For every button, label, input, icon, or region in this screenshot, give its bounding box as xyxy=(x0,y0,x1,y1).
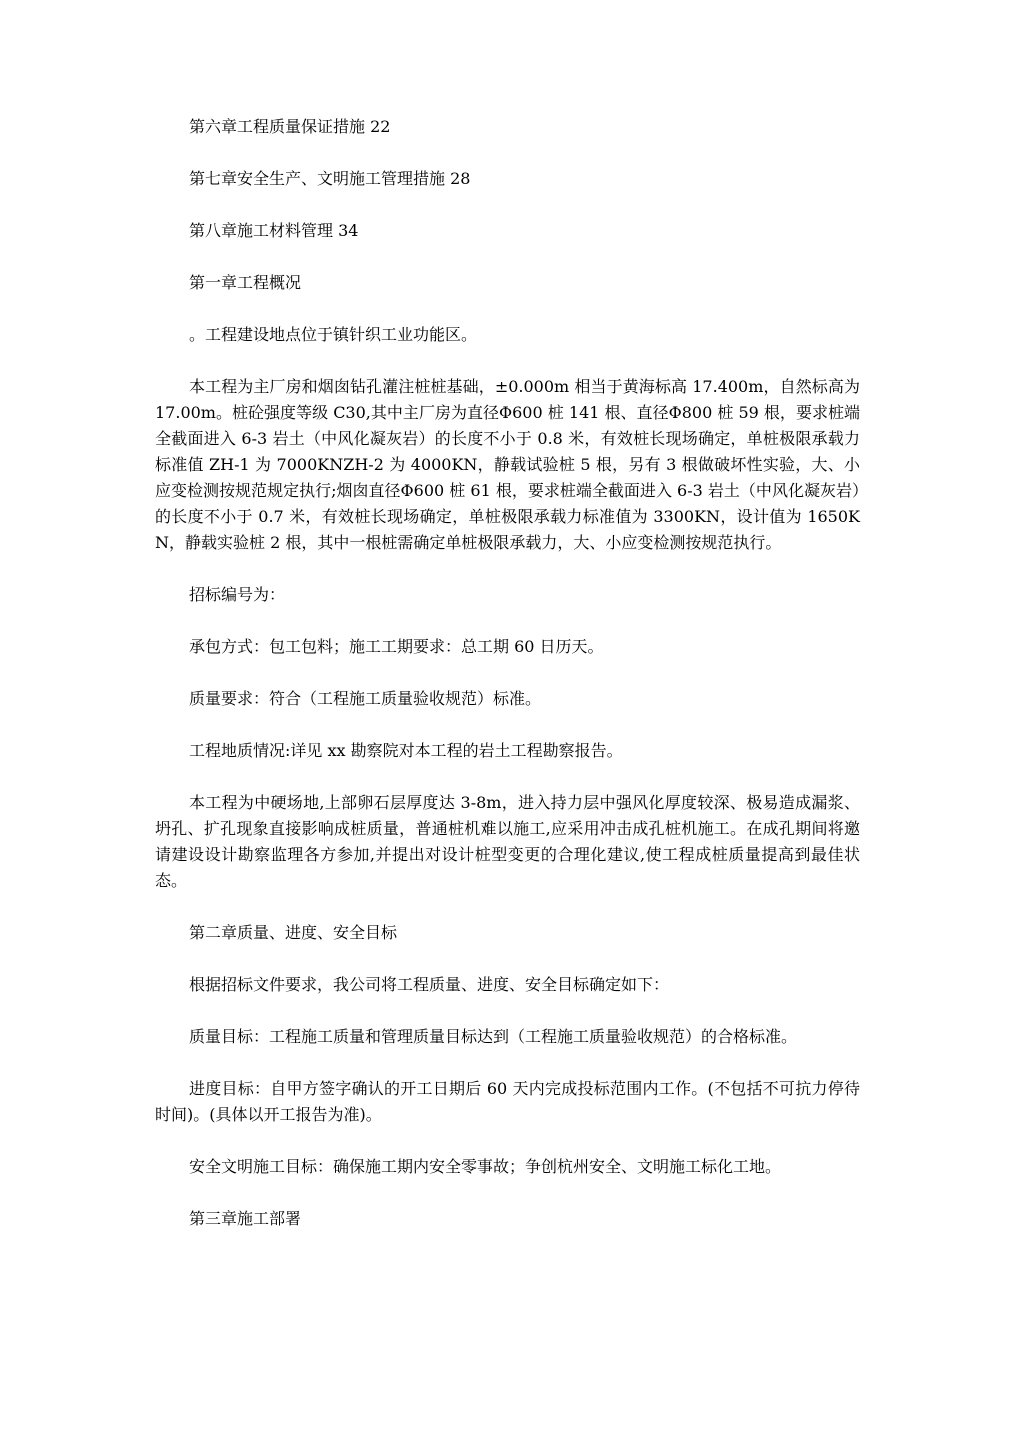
tender-number-paragraph: 招标编号为： xyxy=(189,585,286,604)
toc-chapter-7: 第七章安全生产、文明施工管理措施 28 xyxy=(189,169,471,188)
chapter-2-heading: 第二章质量、进度、安全目标 xyxy=(189,923,398,942)
document-body xyxy=(155,114,860,1232)
toc-chapter-8: 第八章施工材料管理 34 xyxy=(189,221,359,240)
safety-target-paragraph: 安全文明施工目标：确保施工期内安全零事故；争创杭州安全、文明施工标化工地。 xyxy=(189,1157,782,1176)
targets-intro-paragraph: 根据招标文件要求，我公司将工程质量、进度、安全目标确定如下： xyxy=(189,975,670,994)
quality-target-paragraph: 质量目标：工程施工质量和管理质量目标达到（工程施工质量验收规范）的合格标准。 xyxy=(189,1027,798,1046)
schedule-target-paragraph: 进度目标：自甲方签字确认的开工日期后 60 天内完成投标范围内工作。(不包括不可抗力停待时间)。(具体以开工报告为准)。 xyxy=(155,1079,860,1124)
contract-mode-paragraph: 承包方式：包工包料；施工工期要求：总工期 60 日历天。 xyxy=(189,637,604,656)
chapter-3-heading: 第三章施工部署 xyxy=(189,1209,302,1228)
toc-chapter-6: 第六章工程质量保证措施 22 xyxy=(189,117,391,136)
project-location-paragraph: 。工程建设地点位于镇针织工业功能区。 xyxy=(189,325,478,344)
quality-requirement-paragraph: 质量要求：符合（工程施工质量验收规范）标准。 xyxy=(189,689,542,708)
site-condition-paragraph: 本工程为中硬场地,上部卵石层厚度达 3-8m，进入持力层中强风化厚度较深、极易造成漏浆、坍孔、扩孔现象直接影响成桩质量，普通桩机难以施工,应采用冲击成孔桩机施工。在成孔期间将邀请建设设计勘察监理各方参加,并提出对设计桩型变更的合理化建议,使工程成桩质量提高到最佳状态。 xyxy=(155,793,860,890)
chapter-1-heading: 第一章工程概况 xyxy=(189,273,302,292)
geology-paragraph: 工程地质情况:详见 xx 勘察院对本工程的岩土工程勘察报告。 xyxy=(189,741,623,760)
project-description-paragraph: 本工程为主厂房和烟囱钻孔灌注桩桩基础，±0.000m 相当于黄海标高 17.400m，自然标高为 17.00m。桩砼强度等级 C30,其中主厂房为直径Φ600 桩 141 根、直径Φ800 桩 59 根，要求桩端全截面进入 6-3 岩土（中风化凝灰岩）的长度不小于 0.8 米，有效桩长现场确定，单桩极限承载力标准值 ZH-1 为 7000KNZH-2 为 4000KN，静载试验桩 5 根，另有 3 根做破坏性实验，大、小应变检测按规范规定执行;烟囱直径Φ600 桩 61 根，要求桩端全截面进入 6-3 岩土（中风化凝灰岩）的长度不小于 0.7 米，有效桩长现场确定，单桩极限承载力标准值为 3300KN，设计值为 1650KN，静载实验桩 2 根，其中一根桩需确定单桩极限承载力，大、小应变检测按规范执行。 xyxy=(155,377,860,552)
